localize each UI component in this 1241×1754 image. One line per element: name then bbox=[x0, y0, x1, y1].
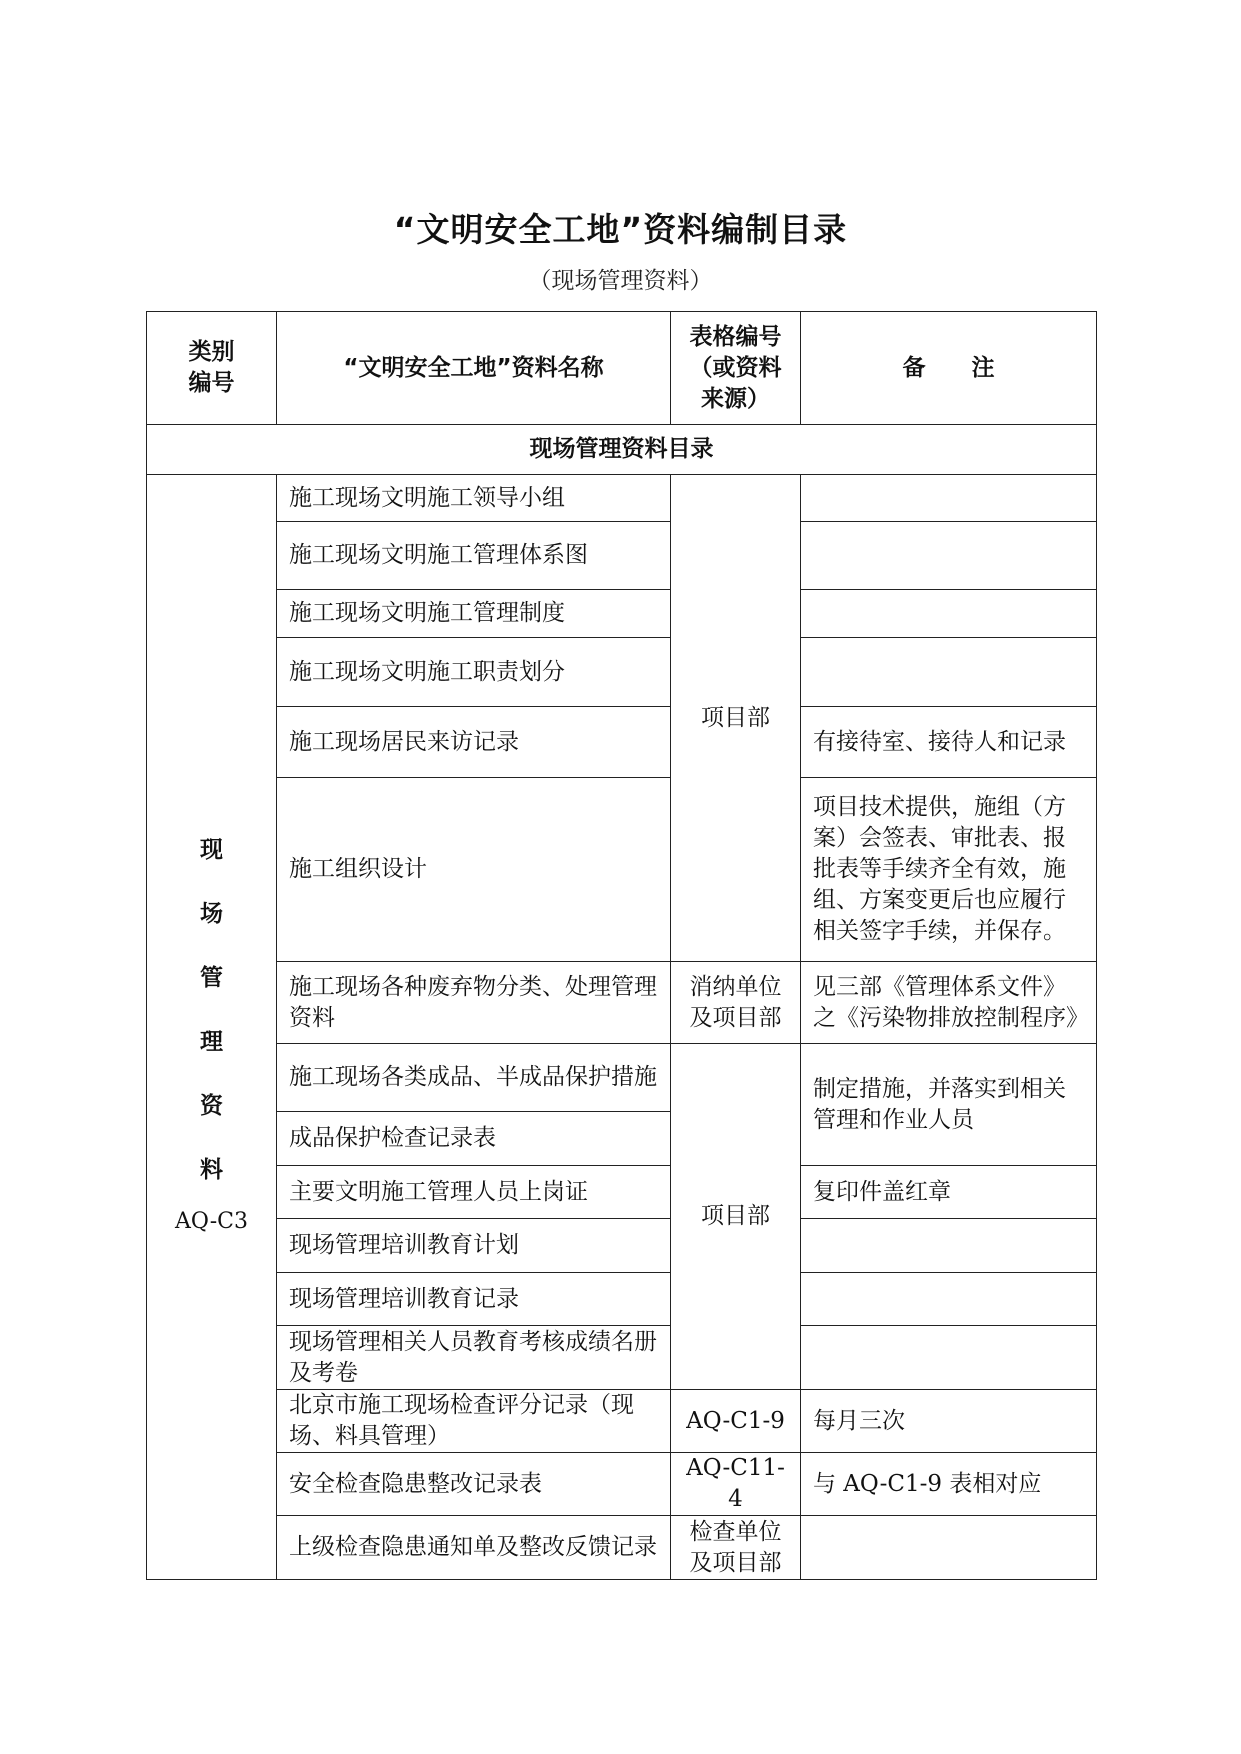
source-cell: 项目部 bbox=[671, 475, 801, 962]
item-name: 施工现场各类成品、半成品保护措施 bbox=[277, 1044, 671, 1112]
category-char: 现 bbox=[200, 836, 223, 863]
header-form-number bbox=[671, 312, 801, 425]
header-item-name: “文明安全工地”资料名称 bbox=[277, 312, 671, 425]
item-remark: 见三部《管理体系文件》之《污染物排放控制程序》 bbox=[801, 962, 1097, 1044]
source-cell: 消纳单位及项目部 bbox=[671, 962, 801, 1044]
item-remark bbox=[801, 1516, 1097, 1580]
item-name: 施工现场文明施工管理制度 bbox=[277, 590, 671, 638]
item-name: 施工现场文明施工领导小组 bbox=[277, 475, 671, 522]
header-category-line1: 类别 bbox=[188, 339, 235, 365]
table-row bbox=[147, 1044, 1097, 1112]
table-row bbox=[147, 522, 1097, 590]
document-title: “文明安全工地”资料编制目录 bbox=[393, 210, 848, 249]
category-code: AQ-C3 bbox=[175, 1208, 248, 1234]
item-remark bbox=[801, 1273, 1097, 1326]
item-name: 施工现场各种废弃物分类、处理管理资料 bbox=[277, 962, 671, 1044]
header-row bbox=[147, 312, 1097, 425]
table-row bbox=[147, 1516, 1097, 1580]
category-char: 管 bbox=[200, 964, 223, 991]
item-remark: 有接待室、接待人和记录 bbox=[801, 707, 1097, 778]
source-cell: 检查单位及项目部 bbox=[671, 1516, 801, 1580]
item-name: 现场管理相关人员教育考核成绩名册及考卷 bbox=[277, 1326, 671, 1390]
item-remark bbox=[801, 590, 1097, 638]
item-remark bbox=[801, 1219, 1097, 1273]
item-name: 现场管理培训教育记录 bbox=[277, 1273, 671, 1326]
table-row bbox=[147, 1166, 1097, 1219]
category-char: 场 bbox=[200, 900, 223, 927]
section-row bbox=[147, 425, 1097, 475]
catalog-table bbox=[146, 311, 1097, 1580]
header-category-code bbox=[147, 312, 277, 425]
item-remark bbox=[801, 522, 1097, 590]
table-row bbox=[147, 707, 1097, 778]
item-name: 现场管理培训教育计划 bbox=[277, 1219, 671, 1273]
table-row bbox=[147, 590, 1097, 638]
header-form-line2: （或资料 bbox=[689, 354, 782, 381]
table-row bbox=[147, 1273, 1097, 1326]
table-row bbox=[147, 1219, 1097, 1273]
table-row bbox=[147, 638, 1097, 707]
item-name: 北京市施工现场检查评分记录（现场、料具管理） bbox=[277, 1390, 671, 1453]
table-row bbox=[147, 962, 1097, 1044]
item-name: 施工组织设计 bbox=[277, 778, 671, 962]
item-remark bbox=[801, 1326, 1097, 1390]
header-remarks: 备 注 bbox=[801, 312, 1097, 425]
category-cell bbox=[147, 475, 277, 1580]
item-remark: 复印件盖红章 bbox=[801, 1166, 1097, 1219]
table-row bbox=[147, 1390, 1097, 1453]
item-remark: 项目技术提供，施组（方案）会签表、审批表、报批表等手续齐全有效，施组、方案变更后也应履行相关签字手续，并保存。 bbox=[801, 778, 1097, 962]
item-name: 安全检查隐患整改记录表 bbox=[277, 1453, 671, 1516]
source-cell: AQ-C1-9 bbox=[671, 1390, 801, 1453]
item-name: 成品保护检查记录表 bbox=[277, 1112, 671, 1166]
item-name: 施工现场文明施工管理体系图 bbox=[277, 522, 671, 590]
item-name: 主要文明施工管理人员上岗证 bbox=[277, 1166, 671, 1219]
item-remark bbox=[801, 475, 1097, 522]
category-char: 料 bbox=[200, 1156, 223, 1183]
item-remark bbox=[801, 638, 1097, 707]
item-name: 施工现场文明施工职责划分 bbox=[277, 638, 671, 707]
category-char: 资 bbox=[200, 1092, 223, 1119]
item-name: 上级检查隐患通知单及整改反馈记录 bbox=[277, 1516, 671, 1580]
item-remark: 每月三次 bbox=[801, 1390, 1097, 1453]
section-title: 现场管理资料目录 bbox=[147, 425, 1097, 475]
category-char: 理 bbox=[200, 1028, 223, 1055]
item-name: 施工现场居民来访记录 bbox=[277, 707, 671, 778]
table-row bbox=[147, 1453, 1097, 1516]
header-form-line1: 表格编号 bbox=[689, 323, 782, 350]
source-cell: AQ-C11-4 bbox=[671, 1453, 801, 1516]
table-row bbox=[147, 475, 1097, 522]
item-remark: 制定措施，并落实到相关管理和作业人员 bbox=[801, 1044, 1097, 1166]
table-row bbox=[147, 1326, 1097, 1390]
item-remark: 与 AQ-C1-9 表相对应 bbox=[801, 1453, 1097, 1516]
source-cell: 项目部 bbox=[671, 1044, 801, 1390]
document-subtitle: （现场管理资料） bbox=[528, 268, 713, 294]
header-form-line3: 来源） bbox=[701, 385, 770, 412]
table-row bbox=[147, 778, 1097, 962]
header-category-line2: 编号 bbox=[188, 370, 235, 396]
